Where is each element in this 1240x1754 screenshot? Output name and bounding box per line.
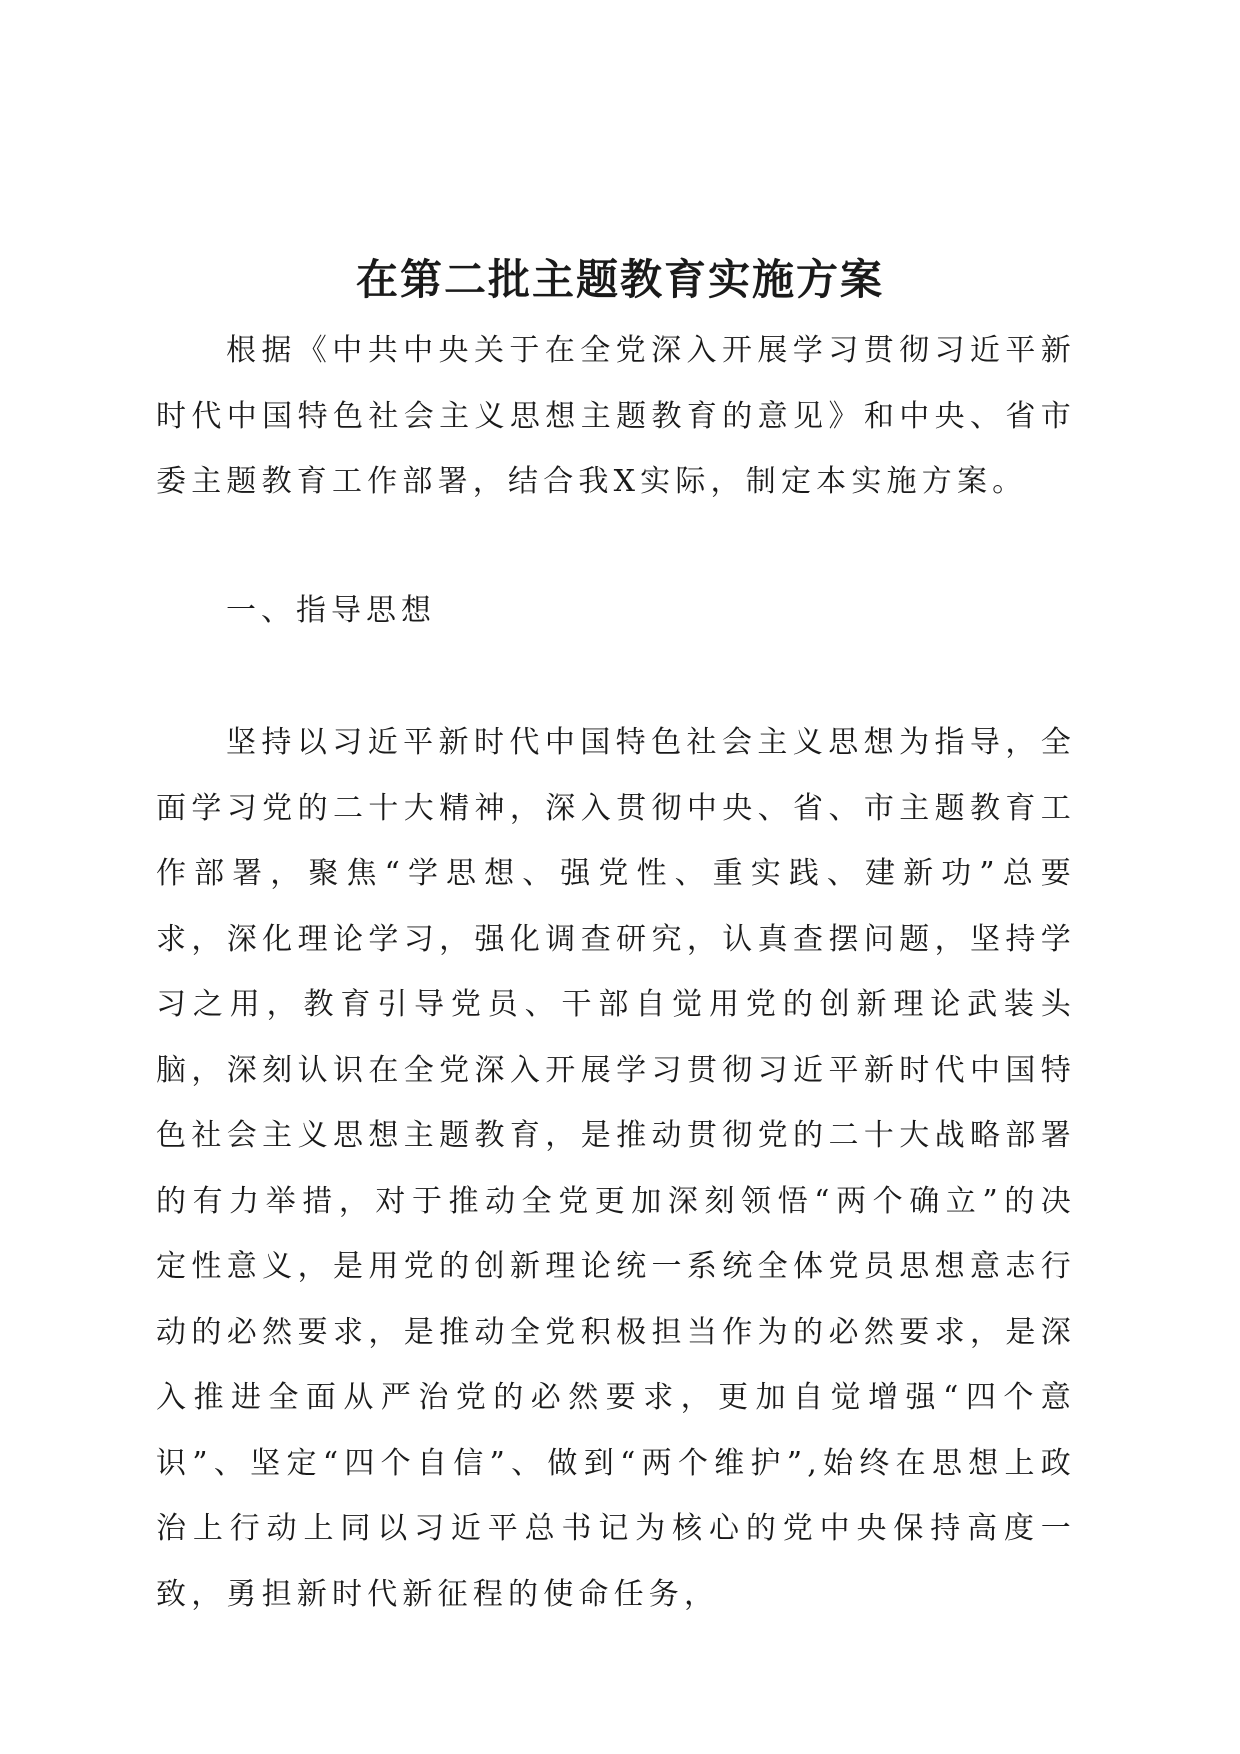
section-heading: 一、指导思想 <box>226 593 436 628</box>
section-body-paragraph: 坚持以习近平新时代中国特色社会主义思想为指导，全面学习党的二十大精神，深入贯彻中央、省、市主题教育工作部署，聚焦“学思想、强党性、重实践、建新功”总要求，深化理论学习，强化调查研究，认真查摆问题，坚持学习之用，教育引导党员、干部自觉用党的创新理论武装头脑，深刻认识在全党深入开展学习贯彻习近平新时代中国特色社会主义思想主题教育，是推动贯彻党的二十大战略部署的有力举措，对于推动全党更加深刻领悟“两个确立”的决定性意义，是用党的创新理论统一系统全体党员思想意志行动的必然要求，是推动全党积极担当作为的必然要求，是深入推进全面从严治党的必然要求，更加自觉增强“四个意识”、坚定“四个自信”、做到“两个维护”,始终在思想上政治上行动上同以习近平总书记为核心的党中央保持高度一致，勇担新时代新征程的使命任务， <box>156 725 1076 1612</box>
intro-paragraph: 根据《中共中央关于在全党深入开展学习贯彻习近平新时代中国特色社会主义思想主题教育的意见》和中央、省市委主题教育工作部署，结合我X实际，制定本实施方案。 <box>156 333 1076 499</box>
document-title: 在第二批主题教育实施方案 <box>355 255 884 305</box>
